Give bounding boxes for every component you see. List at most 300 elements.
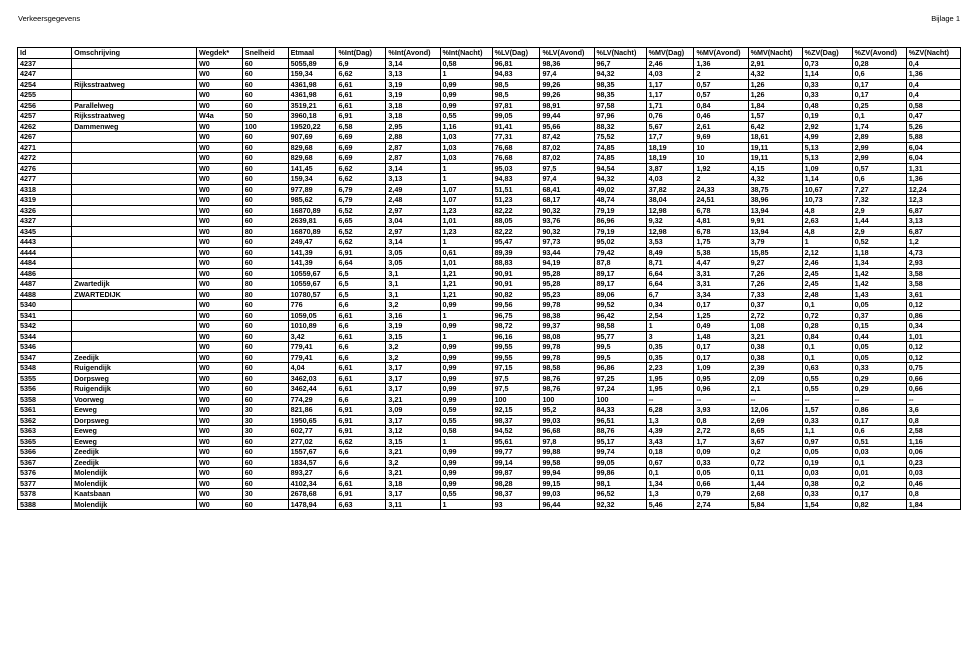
table-cell: W0 (197, 79, 243, 90)
table-cell: 2,9 (852, 205, 906, 216)
table-cell: Zeedijk (72, 352, 197, 363)
table-cell: 4444 (18, 247, 72, 258)
table-cell: 51,23 (492, 195, 540, 206)
table-cell: 0,17 (694, 342, 748, 353)
table-cell: 2,23 (646, 363, 694, 374)
table-cell: 2,48 (802, 289, 852, 300)
table-cell: W0 (197, 331, 243, 342)
table-cell: 12,98 (646, 205, 694, 216)
table-cell (72, 342, 197, 353)
table-cell: 829,68 (288, 153, 336, 164)
table-cell: 3,58 (906, 279, 960, 290)
table-cell: 60 (242, 174, 288, 185)
table-cell: 2639,81 (288, 216, 336, 227)
table-cell: 60 (242, 216, 288, 227)
table-cell: 3,21 (386, 394, 440, 405)
table-cell: 97,5 (492, 384, 540, 395)
table-cell (72, 69, 197, 80)
table-cell: W0 (197, 174, 243, 185)
table-cell: 2,97 (386, 205, 440, 216)
table-cell: 1,34 (646, 478, 694, 489)
table-cell: 1,26 (748, 90, 802, 101)
table-cell: Ruigendijk (72, 363, 197, 374)
column-header: Etmaal (288, 48, 336, 59)
page-header (0, 0, 976, 40)
table-cell: 99,58 (540, 457, 594, 468)
table-cell: 98,36 (540, 58, 594, 69)
table-cell: 87,02 (540, 142, 594, 153)
table-cell: 1 (440, 69, 492, 80)
table-cell: 0,12 (906, 352, 960, 363)
table-cell: 1,14 (802, 69, 852, 80)
table-cell: 68,17 (540, 195, 594, 206)
table-cell: 1,42 (852, 279, 906, 290)
table-cell: 1,18 (852, 247, 906, 258)
table-cell: 3,2 (386, 300, 440, 311)
header-row (18, 48, 961, 59)
table-cell: 3,05 (386, 258, 440, 269)
table-cell: 97,8 (540, 436, 594, 447)
table-cell: 12,06 (748, 405, 802, 416)
table-cell: 3,15 (386, 436, 440, 447)
table-cell: 2,93 (906, 258, 960, 269)
traffic-data-table (17, 47, 961, 510)
table-cell: 91,41 (492, 121, 540, 132)
table-cell: 0,99 (440, 447, 492, 458)
table-cell: 5,13 (802, 142, 852, 153)
table-row (18, 384, 961, 395)
table-row (18, 489, 961, 500)
table-cell: 99,55 (492, 342, 540, 353)
table-cell: 98,35 (594, 90, 646, 101)
table-cell: 4326 (18, 205, 72, 216)
table-cell: 60 (242, 352, 288, 363)
table-cell: 2 (694, 69, 748, 80)
table-cell: 96,42 (594, 310, 646, 321)
table-cell: 1,23 (440, 226, 492, 237)
table-cell: 774,29 (288, 394, 336, 405)
table-cell: 79,19 (594, 205, 646, 216)
table-cell: 0,33 (802, 90, 852, 101)
table-cell: 98,37 (492, 489, 540, 500)
table-cell: 0,86 (906, 310, 960, 321)
table-cell: 4319 (18, 195, 72, 206)
table-cell: 18,19 (646, 153, 694, 164)
table-cell: 1,31 (906, 163, 960, 174)
table-cell: W0 (197, 468, 243, 479)
table-cell: 2,99 (852, 142, 906, 153)
table-cell: 98,35 (594, 79, 646, 90)
table-cell (72, 216, 197, 227)
table-cell: 5365 (18, 436, 72, 447)
table-cell: 1,36 (906, 174, 960, 185)
table-cell: 0,99 (440, 468, 492, 479)
table-cell: 0,72 (748, 457, 802, 468)
table-cell: 98,5 (492, 90, 540, 101)
table-cell: 0,33 (694, 457, 748, 468)
table-row (18, 352, 961, 363)
table-row (18, 373, 961, 384)
table-cell: W0 (197, 321, 243, 332)
table-row (18, 279, 961, 290)
table-cell: 3 (646, 331, 694, 342)
table-cell: 159,34 (288, 69, 336, 80)
table-row (18, 321, 961, 332)
table-cell: 30 (242, 405, 288, 416)
table-cell (72, 58, 197, 69)
table-cell: 3,67 (748, 436, 802, 447)
table-cell: 1,57 (802, 405, 852, 416)
table-cell: 100 (492, 394, 540, 405)
table-cell: 3,13 (386, 174, 440, 185)
table-cell: 1,25 (694, 310, 748, 321)
table-cell: 1,14 (802, 174, 852, 185)
table-cell: 60 (242, 300, 288, 311)
table-cell: 0,76 (646, 111, 694, 122)
table-row (18, 111, 961, 122)
table-cell: 9,91 (748, 216, 802, 227)
table-cell: 0,6 (852, 426, 906, 437)
table-cell: 37,82 (646, 184, 694, 195)
table-cell: 2,54 (646, 310, 694, 321)
table-cell: 6,64 (336, 258, 386, 269)
table-cell: 1834,57 (288, 457, 336, 468)
table-cell: 5376 (18, 468, 72, 479)
table-cell: 0,35 (646, 352, 694, 363)
table-cell: 3,17 (386, 373, 440, 384)
table-cell (72, 174, 197, 185)
table-cell: 0,33 (802, 415, 852, 426)
table-cell: 3,42 (288, 331, 336, 342)
table-cell: 2,72 (694, 426, 748, 437)
table-cell: 141,39 (288, 258, 336, 269)
table-cell: 5358 (18, 394, 72, 405)
table-cell: 1,57 (748, 111, 802, 122)
table-cell: 1,3 (646, 415, 694, 426)
table-cell: 1,01 (440, 258, 492, 269)
table-cell: 95,47 (492, 237, 540, 248)
table-cell: 3,31 (694, 268, 748, 279)
table-cell (72, 163, 197, 174)
table-cell: 60 (242, 79, 288, 90)
table-cell: 0,12 (906, 342, 960, 353)
table-cell: W0 (197, 100, 243, 111)
table-cell: W0 (197, 58, 243, 69)
table-cell: 97,81 (492, 100, 540, 111)
table-cell: 3,13 (386, 69, 440, 80)
table-cell: 3,12 (386, 426, 440, 437)
table-cell: 6,52 (336, 205, 386, 216)
table-row (18, 100, 961, 111)
table-cell: 8,49 (646, 247, 694, 258)
table-cell: 4,73 (906, 247, 960, 258)
table-cell: 60 (242, 342, 288, 353)
table-cell: W0 (197, 478, 243, 489)
table-cell: W0 (197, 226, 243, 237)
table-row (18, 447, 961, 458)
table-cell: 82,22 (492, 226, 540, 237)
table-cell: 0,99 (440, 321, 492, 332)
table-row (18, 499, 961, 510)
table-cell: 1,44 (748, 478, 802, 489)
table-cell: 0,44 (852, 331, 906, 342)
table-cell: 6,6 (336, 457, 386, 468)
table-cell: 0,84 (802, 331, 852, 342)
table-cell: 99,26 (540, 90, 594, 101)
table-cell: 5378 (18, 489, 72, 500)
table-body (18, 58, 961, 510)
table-row (18, 258, 961, 269)
table-cell: 88,76 (594, 426, 646, 437)
table-cell: 0,99 (440, 342, 492, 353)
table-cell: 0,61 (440, 247, 492, 258)
table-cell: 0,33 (802, 489, 852, 500)
table-cell: 0,18 (646, 447, 694, 458)
table-cell: 1,7 (694, 436, 748, 447)
table-cell: 99,5 (594, 342, 646, 353)
table-cell: 4,8 (802, 205, 852, 216)
table-cell (72, 205, 197, 216)
table-cell: 0,4 (906, 58, 960, 69)
table-cell: 7,26 (748, 268, 802, 279)
table-cell: W0 (197, 363, 243, 374)
table-cell: 1 (440, 163, 492, 174)
table-cell: 1,95 (646, 373, 694, 384)
table-cell: 2,1 (748, 384, 802, 395)
table-cell: 98,1 (594, 478, 646, 489)
table-cell: 3,21 (386, 447, 440, 458)
table-cell: 60 (242, 237, 288, 248)
table-cell: 2,48 (386, 195, 440, 206)
table-cell: 1059,05 (288, 310, 336, 321)
table-cell: 4318 (18, 184, 72, 195)
table-cell: W0 (197, 279, 243, 290)
table-cell: 94,32 (594, 174, 646, 185)
table-cell: 3,14 (386, 58, 440, 69)
table-cell: 13,94 (748, 205, 802, 216)
table-cell: W0 (197, 163, 243, 174)
table-cell: 4271 (18, 142, 72, 153)
table-cell: 1,92 (694, 163, 748, 174)
table-cell: 10 (694, 142, 748, 153)
table-cell: 0,25 (852, 100, 906, 111)
table-cell: 3,2 (386, 457, 440, 468)
table-cell: 0,17 (694, 352, 748, 363)
table-cell: 0,55 (440, 111, 492, 122)
table-cell: 1 (802, 237, 852, 248)
table-cell: 0,28 (852, 58, 906, 69)
table-cell: 100 (242, 121, 288, 132)
table-cell: 15,85 (748, 247, 802, 258)
column-header: %ZV(Nacht) (906, 48, 960, 59)
table-cell: Dorpsweg (72, 415, 197, 426)
table-cell: 92,15 (492, 405, 540, 416)
table-cell: 1 (646, 321, 694, 332)
table-cell: 3,1 (386, 268, 440, 279)
table-cell: 4,39 (646, 426, 694, 437)
table-cell: W0 (197, 489, 243, 500)
table-cell: 99,03 (540, 489, 594, 500)
table-cell: 4,99 (802, 132, 852, 143)
table-cell: W0 (197, 205, 243, 216)
column-header: %ZV(Avond) (852, 48, 906, 59)
table-cell: 1,36 (906, 69, 960, 80)
table-cell: 0,38 (748, 352, 802, 363)
table-cell: 6,62 (336, 436, 386, 447)
table-cell: 48,74 (594, 195, 646, 206)
table-cell: 92,32 (594, 499, 646, 510)
table-cell: 0,99 (440, 384, 492, 395)
table-cell: 3,16 (386, 310, 440, 321)
table-cell: W0 (197, 310, 243, 321)
table-row (18, 331, 961, 342)
table-cell: 2,99 (852, 153, 906, 164)
table-cell: 0,52 (852, 237, 906, 248)
table-cell: 1,26 (748, 79, 802, 90)
table-cell: Voorweg (72, 394, 197, 405)
column-header: %Int(Avond) (386, 48, 440, 59)
table-cell (72, 142, 197, 153)
table-cell: 0,17 (852, 489, 906, 500)
table-cell: Molendijk (72, 478, 197, 489)
table-cell: Dorpsweg (72, 373, 197, 384)
table-cell: 6,42 (748, 121, 802, 132)
table-cell: W0 (197, 121, 243, 132)
table-row (18, 132, 961, 143)
table-cell: 95,66 (540, 121, 594, 132)
table-cell: 2,12 (802, 247, 852, 258)
table-cell: 60 (242, 394, 288, 405)
table-cell: 94,52 (492, 426, 540, 437)
table-cell: 60 (242, 142, 288, 153)
table-cell: 30 (242, 426, 288, 437)
table-row (18, 310, 961, 321)
table-cell: 1 (440, 436, 492, 447)
table-cell: 6,5 (336, 289, 386, 300)
table-cell: 9,27 (748, 258, 802, 269)
table-cell: 0,99 (440, 394, 492, 405)
table-cell: 97,4 (540, 69, 594, 80)
table-cell: Dammenweg (72, 121, 197, 132)
table-cell (72, 90, 197, 101)
table-cell: 80 (242, 289, 288, 300)
table-cell: 2,87 (386, 142, 440, 153)
table-cell: 3,2 (386, 342, 440, 353)
table-cell: 60 (242, 436, 288, 447)
table-cell: 2678,68 (288, 489, 336, 500)
table-cell: 95,28 (540, 279, 594, 290)
table-cell: 0,03 (802, 468, 852, 479)
table-cell: 0,1 (646, 468, 694, 479)
table-cell: 99,78 (540, 342, 594, 353)
table-cell: 50 (242, 111, 288, 122)
table-cell: 6,9 (336, 58, 386, 69)
table-cell: 0,38 (748, 342, 802, 353)
table-cell: ZWARTEDIJK (72, 289, 197, 300)
table-cell: 0,99 (440, 100, 492, 111)
table-cell: 1,09 (694, 363, 748, 374)
table-cell: 3,14 (386, 163, 440, 174)
table-cell: W0 (197, 405, 243, 416)
table-cell: 0,99 (440, 373, 492, 384)
table-cell: 6,87 (906, 205, 960, 216)
table-row (18, 58, 961, 69)
table-cell: 2,63 (802, 216, 852, 227)
table-cell: 60 (242, 468, 288, 479)
table-cell: 3,17 (386, 384, 440, 395)
table-cell: 1,95 (646, 384, 694, 395)
table-cell: 5,67 (646, 121, 694, 132)
table-cell: 3,17 (386, 489, 440, 500)
table-cell: 98,08 (540, 331, 594, 342)
table-cell: 0,34 (906, 321, 960, 332)
table-cell: 4487 (18, 279, 72, 290)
table-cell: 99,14 (492, 457, 540, 468)
table-cell: 0,29 (852, 384, 906, 395)
table-header (18, 48, 961, 59)
table-cell: 5363 (18, 426, 72, 437)
table-cell: 98,76 (540, 373, 594, 384)
table-cell (72, 153, 197, 164)
table-cell: 60 (242, 321, 288, 332)
table-cell: 94,19 (540, 258, 594, 269)
table-cell: 0,6 (852, 69, 906, 80)
table-cell: W0 (197, 384, 243, 395)
table-cell: 1557,67 (288, 447, 336, 458)
table-cell: 0,05 (852, 352, 906, 363)
table-cell: 1 (440, 310, 492, 321)
table-cell: 60 (242, 310, 288, 321)
table-cell: 60 (242, 268, 288, 279)
table-cell: 4,32 (748, 69, 802, 80)
table-cell: 1,48 (694, 331, 748, 342)
table-cell: 4,32 (748, 174, 802, 185)
table-cell: 89,06 (594, 289, 646, 300)
table-cell: 6,61 (336, 363, 386, 374)
table-cell: 0,67 (646, 457, 694, 468)
table-cell: 90,32 (540, 205, 594, 216)
table-cell: 893,27 (288, 468, 336, 479)
table-cell: 60 (242, 478, 288, 489)
table-cell: 6,61 (336, 90, 386, 101)
table-cell: 2,61 (694, 121, 748, 132)
table-cell: 6,6 (336, 321, 386, 332)
table-cell: 5344 (18, 331, 72, 342)
table-row (18, 79, 961, 90)
table-cell: 0,99 (440, 79, 492, 90)
table-row (18, 426, 961, 437)
table-cell: 5346 (18, 342, 72, 353)
table-cell: 6,61 (336, 331, 386, 342)
table-cell: W0 (197, 447, 243, 458)
table-cell: 60 (242, 363, 288, 374)
table-cell: 5347 (18, 352, 72, 363)
table-cell: 19,11 (748, 153, 802, 164)
table-cell: 98,58 (594, 321, 646, 332)
table-cell: 4,8 (802, 226, 852, 237)
table-cell: 5388 (18, 499, 72, 510)
table-cell: -- (802, 394, 852, 405)
document-title: Verkeersgegevens (18, 14, 81, 23)
table-cell: 6,69 (336, 153, 386, 164)
table-cell: 2,46 (802, 258, 852, 269)
table-cell: 0,55 (440, 489, 492, 500)
table-cell: 95,61 (492, 436, 540, 447)
table-row (18, 394, 961, 405)
table-cell: 1,21 (440, 268, 492, 279)
table-cell: 89,17 (594, 279, 646, 290)
column-header: %MV(Nacht) (748, 48, 802, 59)
